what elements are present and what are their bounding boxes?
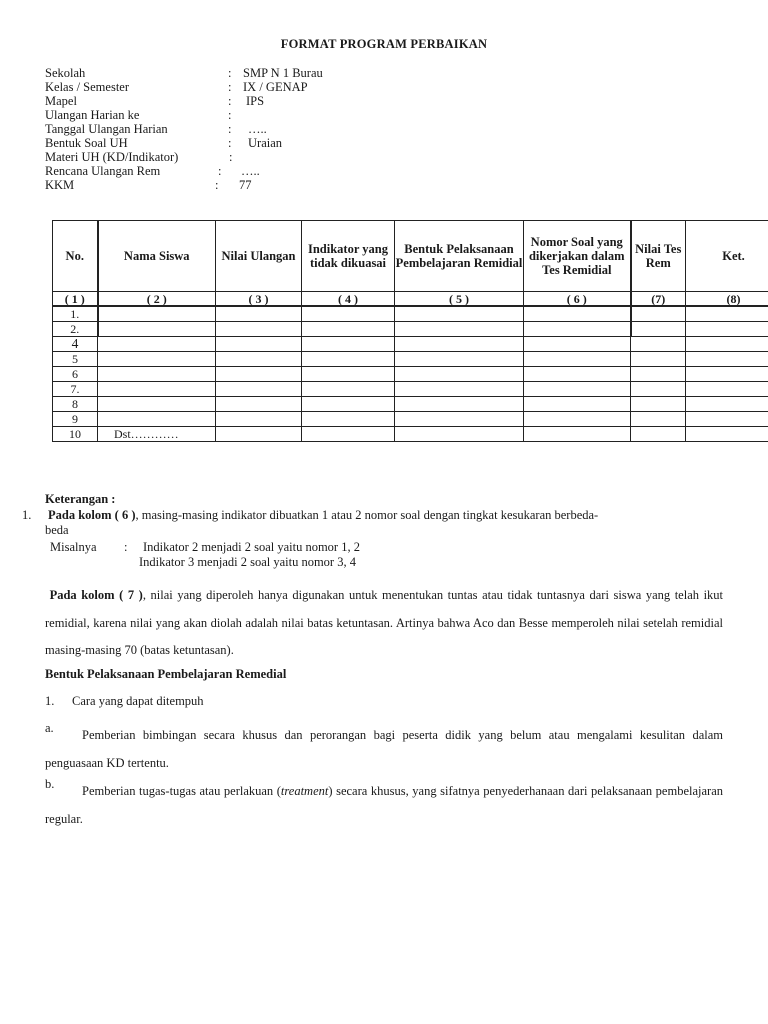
sub-item-b-text — [45, 777, 723, 833]
row-number: 2. — [53, 322, 98, 337]
table-cell — [216, 412, 302, 427]
column-number: ( 1 ) — [53, 292, 98, 307]
column-number: ( 5 ) — [395, 292, 524, 307]
notes-heading: Keterangan : — [45, 492, 116, 506]
info-separator: : — [228, 80, 232, 94]
student-name-cell — [98, 352, 216, 367]
student-name-cell: Dst………… — [98, 427, 216, 442]
info-separator: : — [228, 94, 232, 108]
table-cell — [302, 322, 395, 337]
list-item-text: Cara yang dapat ditempuh — [72, 694, 204, 708]
row-number: 7. — [53, 382, 98, 397]
example-separator: : — [124, 540, 128, 554]
table-cell — [395, 352, 524, 367]
table-cell — [686, 367, 768, 382]
table-cell — [395, 412, 524, 427]
row-number: 10 — [53, 427, 98, 442]
table-cell — [686, 337, 768, 352]
note-item-1-lead: Pada kolom ( 6 ) — [48, 508, 136, 522]
row-number: 5 — [53, 352, 98, 367]
info-value: Uraian — [248, 136, 283, 150]
table-cell — [216, 337, 302, 352]
table-cell — [524, 337, 631, 352]
table-cell — [631, 322, 686, 337]
table-cell — [631, 367, 686, 382]
info-separator: : — [228, 108, 232, 122]
page-title: FORMAT PROGRAM PERBAIKAN — [280, 37, 488, 51]
table-cell — [631, 352, 686, 367]
table-cell — [524, 412, 631, 427]
table-row — [53, 337, 768, 352]
table-cell — [395, 397, 524, 412]
info-separator: : — [218, 164, 222, 178]
column-header: Ket. — [686, 221, 768, 292]
column-number: ( 4 ) — [302, 292, 395, 307]
row-number: 6 — [53, 367, 98, 382]
column-header: No. — [53, 221, 98, 292]
info-value: ….. — [248, 122, 267, 136]
table-cell — [216, 367, 302, 382]
table-cell — [631, 382, 686, 397]
table-cell — [216, 306, 302, 322]
note-item-number: 1. — [22, 508, 32, 522]
table-row — [53, 352, 768, 367]
table-cell — [302, 367, 395, 382]
table-row — [53, 306, 768, 322]
table-cell — [524, 367, 631, 382]
table-cell — [302, 397, 395, 412]
table-row — [53, 397, 768, 412]
table-cell — [686, 412, 768, 427]
sub-item-b-label: b. — [45, 777, 55, 791]
sub-item-a-label: a. — [45, 721, 54, 735]
note-item-1 — [48, 508, 598, 523]
table-cell — [686, 322, 768, 337]
info-separator: : — [228, 136, 232, 150]
table-cell — [302, 352, 395, 367]
info-value: SMP N 1 Burau — [243, 66, 323, 80]
paragraph-kolom-7-text: , nilai yang diperoleh hanya digunakan untuk menentukan tuntas atau tidak tuntasnya dari siswa yang telah ikut remidial, karena nilai yang akan diolah adalah nilai batas ketuntasan. Artinya bahwa Aco dan Besse memperoleh nilai setelah remidial masing-masing 70 (batas ketuntasan). — [45, 588, 724, 657]
column-header: Nomor Soal yang dikerjakan dalam Tes Remidial — [524, 221, 631, 292]
table-cell — [216, 382, 302, 397]
row-number: 9 — [53, 412, 98, 427]
student-name-cell — [98, 397, 216, 412]
table-cell — [395, 322, 524, 337]
info-label: Sekolah — [45, 66, 86, 80]
table-cell — [395, 367, 524, 382]
table-cell — [631, 397, 686, 412]
info-label: Kelas / Semester — [45, 80, 130, 94]
table-cell — [302, 412, 395, 427]
table-cell — [302, 337, 395, 352]
table-cell — [686, 352, 768, 367]
paragraph-kolom-7-lead: Pada kolom ( 7 ) — [49, 588, 143, 602]
sub-item-b-text-post: ) secara khusus, yang sifatnya penyederhanaan dari pelaksanaan pembelajaran regular. — [45, 784, 723, 826]
info-value: 77 — [239, 178, 252, 192]
table-cell — [524, 382, 631, 397]
info-value: ….. — [241, 164, 260, 178]
table-cell — [686, 397, 768, 412]
table-row — [53, 322, 768, 337]
info-label: Bentuk Soal UH — [45, 136, 128, 150]
column-header: Nilai Ulangan — [216, 221, 302, 292]
column-header: Indikator yang tidak dikuasai — [302, 221, 395, 292]
column-number: ( 6 ) — [524, 292, 631, 307]
remedial-table — [52, 220, 768, 442]
column-header: Nama Siswa — [98, 221, 216, 292]
student-name-cell — [98, 337, 216, 352]
info-separator: : — [229, 150, 233, 164]
section-heading: Bentuk Pelaksanaan Pembelajaran Remedial — [45, 667, 287, 681]
table-row — [53, 412, 768, 427]
table-cell — [686, 306, 768, 322]
example-label: Misalnya — [50, 540, 97, 554]
info-label: Tanggal Ulangan Harian — [45, 122, 168, 136]
paragraph-kolom-7 — [45, 582, 723, 665]
table-header-row — [53, 221, 768, 292]
column-header: Nilai Tes Rem — [631, 221, 686, 292]
table-row — [53, 382, 768, 397]
student-name-cell — [98, 412, 216, 427]
table-cell — [302, 382, 395, 397]
column-number: (7) — [631, 292, 686, 307]
table-cell — [395, 337, 524, 352]
row-number: 1. — [53, 306, 98, 322]
table-cell — [302, 306, 395, 322]
info-separator: : — [228, 122, 232, 136]
column-header: Bentuk Pelaksanaan Pembelajaran Remidial — [395, 221, 524, 292]
table-cell — [631, 337, 686, 352]
table-cell — [524, 322, 631, 337]
table-cell — [216, 352, 302, 367]
table-row — [53, 427, 768, 442]
sub-item-b-text-italic: treatment — [280, 784, 329, 798]
list-number: 1. — [45, 694, 55, 708]
example-line-1: Indikator 2 menjadi 2 soal yaitu nomor 1, 2 — [143, 540, 360, 554]
column-number: (8) — [686, 292, 768, 307]
table-cell — [216, 427, 302, 442]
info-label: Rencana Ulangan Rem — [45, 164, 161, 178]
table-cell — [395, 306, 524, 322]
info-label: KKM — [45, 178, 75, 192]
info-value: IPS — [246, 94, 265, 108]
table-cell — [524, 306, 631, 322]
info-label: Ulangan Harian ke — [45, 108, 140, 122]
sub-item-a-text: Pemberian bimbingan secara khusus dan perorangan bagi peserta didik yang belum atau mengalami kesulitan dalam penguasaan KD tertentu. — [45, 728, 723, 770]
table-cell — [524, 427, 631, 442]
example-line-2: Indikator 3 menjadi 2 soal yaitu nomor 3, 4 — [139, 555, 356, 569]
table-cell — [216, 322, 302, 337]
student-name-cell — [98, 382, 216, 397]
info-label: Materi UH (KD/Indikator) — [45, 150, 179, 164]
sub-item-b-text-pre: Pemberian tugas-tugas atau perlakuan ( — [82, 784, 281, 798]
student-name-cell — [98, 322, 216, 337]
info-value: IX / GENAP — [243, 80, 308, 94]
table-cell — [302, 427, 395, 442]
note-item-1-continuation: beda — [45, 523, 69, 537]
column-number-row — [53, 292, 768, 307]
student-name-cell — [98, 367, 216, 382]
table-cell — [524, 352, 631, 367]
info-separator: : — [228, 66, 232, 80]
table-cell — [631, 412, 686, 427]
table-row — [53, 367, 768, 382]
note-item-1-text: , masing-masing indikator dibuatkan 1 atau 2 nomor soal dengan tingkat kesukaran berbeda- — [135, 508, 599, 522]
table-cell — [631, 306, 686, 322]
row-number: 4 — [53, 337, 98, 352]
table-cell — [686, 427, 768, 442]
table-cell — [631, 427, 686, 442]
student-name-cell — [98, 306, 216, 322]
table-cell — [686, 382, 768, 397]
row-number: 8 — [53, 397, 98, 412]
column-number: ( 3 ) — [216, 292, 302, 307]
table-cell — [395, 382, 524, 397]
info-label: Mapel — [45, 94, 77, 108]
table-cell — [524, 397, 631, 412]
table-cell — [216, 397, 302, 412]
table-cell — [395, 427, 524, 442]
column-number: ( 2 ) — [98, 292, 216, 307]
info-separator: : — [215, 178, 219, 192]
